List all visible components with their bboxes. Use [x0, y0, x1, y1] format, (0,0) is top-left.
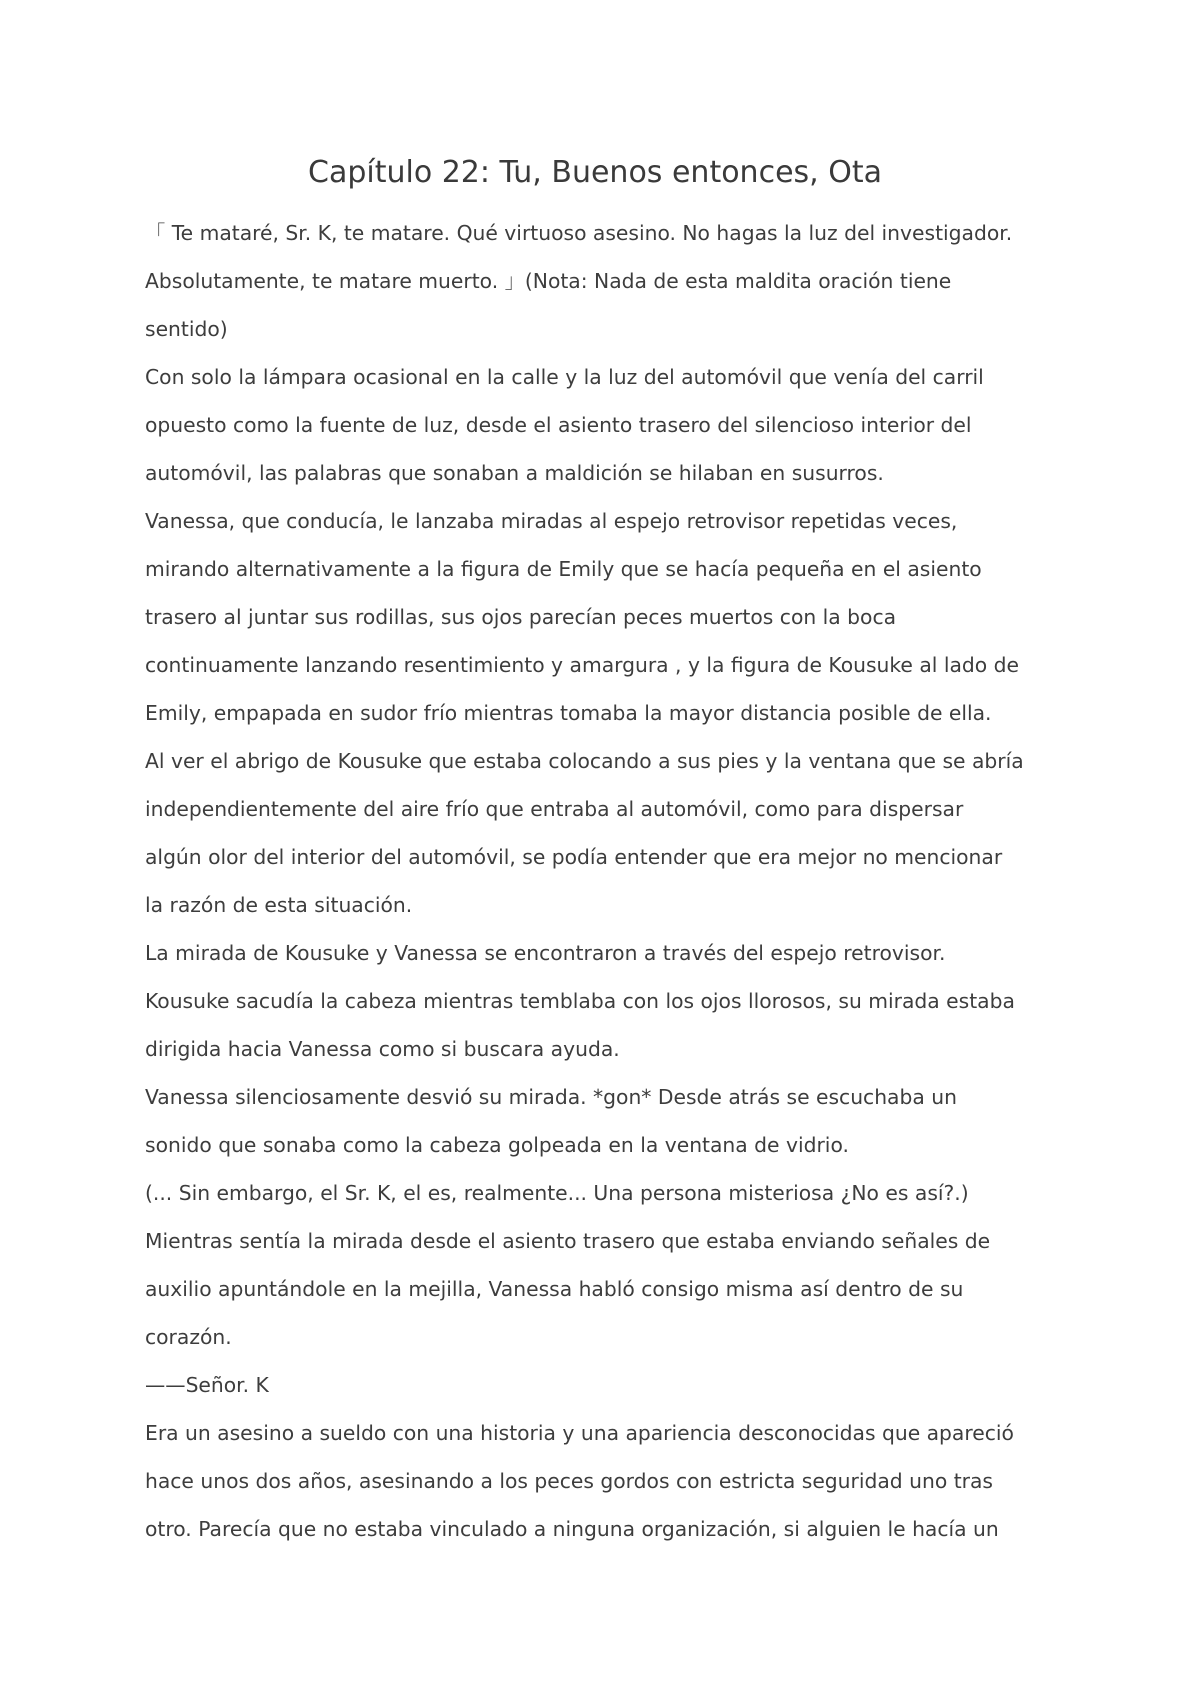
text-line: hace unos dos años, asesinando a los peces gordos con estricta seguridad uno tras [145, 1469, 993, 1493]
text-line: sentido) [145, 317, 228, 341]
text-line: otro. Parecía que no estaba vinculado a ninguna organización, si alguien le hacía un [145, 1517, 999, 1541]
text-line: automóvil, las palabras que sonaban a maldición se hilaban en susurros. [145, 461, 884, 485]
text-line: mirando alternativamente a la figura de Emily que se hacía pequeña en el asiento [145, 557, 982, 581]
text-line: auxilio apuntándole en la mejilla, Vanessa habló consigo misma así dentro de su [145, 1277, 964, 1301]
text-line: Mientras sentía la mirada desde el asiento trasero que estaba enviando señales de [145, 1229, 991, 1253]
text-line: trasero al juntar sus rodillas, sus ojos parecían peces muertos con la boca [145, 605, 897, 629]
text-line: Kousuke sacudía la cabeza mientras temblaba con los ojos llorosos, su mirada estaba [145, 989, 1015, 1013]
text-line: dirigida hacia Vanessa como si buscara ayuda. [145, 1037, 620, 1061]
text-line: la razón de esta situación. [145, 893, 413, 917]
text-line: algún olor del interior del automóvil, se podía entender que era mejor no mencionar [145, 845, 1003, 869]
text-line: continuamente lanzando resentimiento y amargura , y la figura de Kousuke al lado de [145, 653, 1019, 677]
text-line: corazón. [145, 1325, 232, 1349]
text-line: 「 Te mataré, Sr. K, te matare. Qué virtuoso asesino. No hagas la luz del investigador. [145, 221, 1013, 245]
text-line: sonido que sonaba como la cabeza golpeada en la ventana de vidrio. [145, 1133, 849, 1157]
text-line: Vanessa, que conducía, le lanzaba miradas al espejo retrovisor repetidas veces, [145, 509, 958, 533]
text-line: opuesto como la fuente de luz, desde el asiento trasero del silencioso interior del [145, 413, 972, 437]
text-line: La mirada de Kousuke y Vanessa se encontraron a través del espejo retrovisor. [145, 941, 946, 965]
text-line: Con solo la lámpara ocasional en la calle y la luz del automóvil que venía del carril [145, 365, 984, 389]
chapter-title: Capítulo 22: Tu, Buenos entonces, Ota [308, 155, 882, 190]
text-line: Vanessa silenciosamente desvió su mirada. *gon* Desde atrás se escuchaba un [145, 1085, 957, 1109]
text-line: (... Sin embargo, el Sr. K, el es, realmente... Una persona misteriosa ¿No es así?.) [145, 1181, 969, 1205]
chapter-body [145, 209, 1065, 1553]
text-line: independientemente del aire frío que entraba al automóvil, como para dispersar [145, 797, 964, 821]
text-line: Absolutamente, te matare muerto. 」(Nota: Nada de esta maldita oración tiene [145, 269, 952, 293]
text-line: Era un asesino a sueldo con una historia y una apariencia desconocidas que apareció [145, 1421, 1014, 1445]
text-line: Emily, empapada en sudor frío mientras tomaba la mayor distancia posible de ella. [145, 701, 992, 725]
text-line: ——Señor. K [145, 1373, 269, 1397]
text-line: Al ver el abrigo de Kousuke que estaba colocando a sus pies y la ventana que se abría [145, 749, 1024, 773]
